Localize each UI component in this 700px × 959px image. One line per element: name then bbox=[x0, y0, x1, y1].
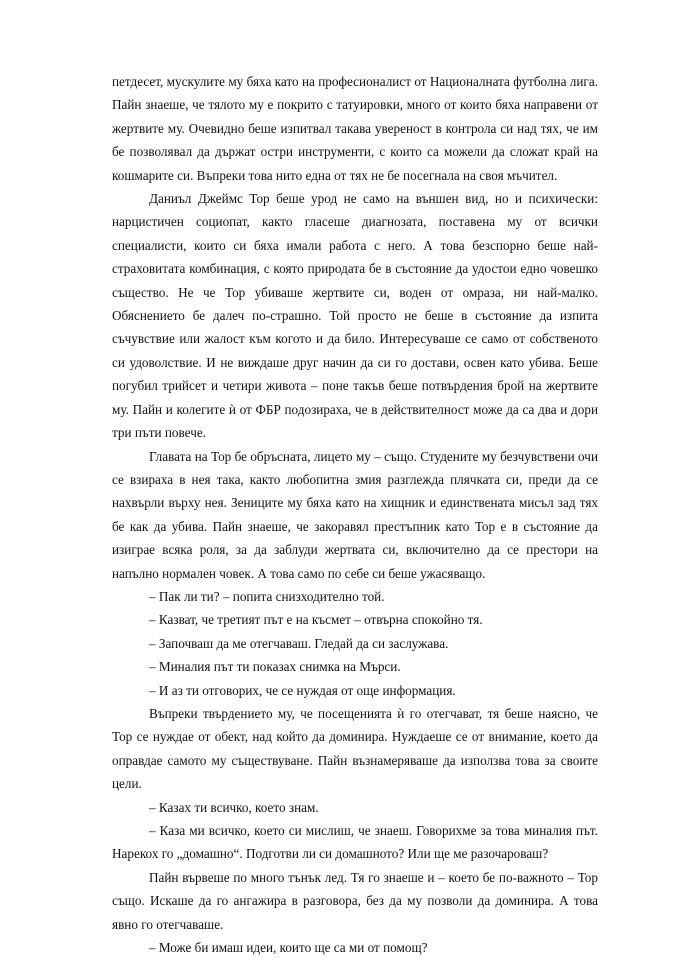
dialogue-line: – Миналия път ти показах снимка на Мърси. bbox=[149, 659, 401, 675]
dialogue-line: – Пак ли ти? – попита снизходително той. bbox=[149, 588, 385, 604]
dialogue-line: – Казват, че третият път е на късмет – отвърна спокойно тя. bbox=[149, 612, 483, 628]
dialogue-line: – Може би имаш идеи, които ще са ми от помощ? bbox=[149, 940, 428, 956]
body-text bbox=[112, 70, 598, 959]
paragraph: петдесет, мускулите му бяха като на професионалист от Националната футболна лига. Пайн знаеше, че тялото му е покрито с татуировки, много от които бяха направени от жертвите му. Очевидно беше изпитвал такава увереност в контрола си над тях, че им бе позволявал да държат остри инструменти, с които са можели да сложат край на кошмарите си. Въпреки това нито една от тях не бе посегнала на своя мъчител. bbox=[112, 74, 598, 183]
dialogue-line: – Каза ми всичко, което си мислиш, че знаеш. Говорихме за това миналия път. Нарекох го „домашно“. Подготви ли си домашното? Или ще ме разочароваш? bbox=[112, 823, 598, 862]
dialogue-line: – И аз ти отговорих, че се нуждая от още информация. bbox=[149, 682, 456, 698]
paragraph: Главата на Тор бе обръсната, лицето му – също. Студените му безчувствени очи се взираха в нея така, както любопитна змия разглежда плячката си, преди да се нахвърли върху нея. Зениците му бяха като на хищник и единствената мисъл зад тях бе как да убива. Пайн знаеше, че закоравял престъпник като Тор е в състояние да изиграе всяка роля, за да заблуди жертвата си, включително да се престори на напълно нормален човек. А това само по себе си беше ужасяващо. bbox=[112, 448, 598, 581]
paragraph: Въпреки твърдението му, че посещенията ѝ го отегчават, тя беше наясно, че Тор се нуждае от обект, над който да доминира. Нуждаеше се от внимание, което да оправдае самото му съществуване. Пайн възнамеряваше да използва това за своите цели. bbox=[112, 705, 598, 792]
dialogue-line: – Казах ти всичко, което знам. bbox=[149, 799, 319, 815]
paragraph: Пайн вървеше по много тънък лед. Тя го знаеше и – което бе по-важното – Тор също. Искаше да го ангажира в разговора, без да му позволи да доминира. А това явно го отегчаваше. bbox=[112, 869, 598, 932]
paragraph: Даниъл Джеймс Тор беше урод не само на външен вид, но и психически: нарцистичен социопат, както гласеше диагнозата, поставена му от всички специалисти, които си бяха имали работа с него. А това безспорно беше най-страховитата комбинация, с която природата бе в състояние да удостои едно човешко същество. Не че Тор убиваше жертвите си, воден от омраза, ни най-малко. Обяснението бе далеч по-страшно. Той просто не беше в състояние да изпита съчувствие или жалост към когото и да било. Интересуваше се само от собственото си удоволствие. И не виждаше друг начин да си го достави, освен като убива. Беше погубил трийсет и четири живота – поне такъв беше потвърдения брой на жертвите му. Пайн и колегите ѝ от ФБР подозираха, че в действителност може да са два и дори три пъти повече. bbox=[112, 191, 598, 441]
dialogue-line: – Започваш да ме отегчаваш. Гледай да си заслужава. bbox=[149, 635, 449, 651]
